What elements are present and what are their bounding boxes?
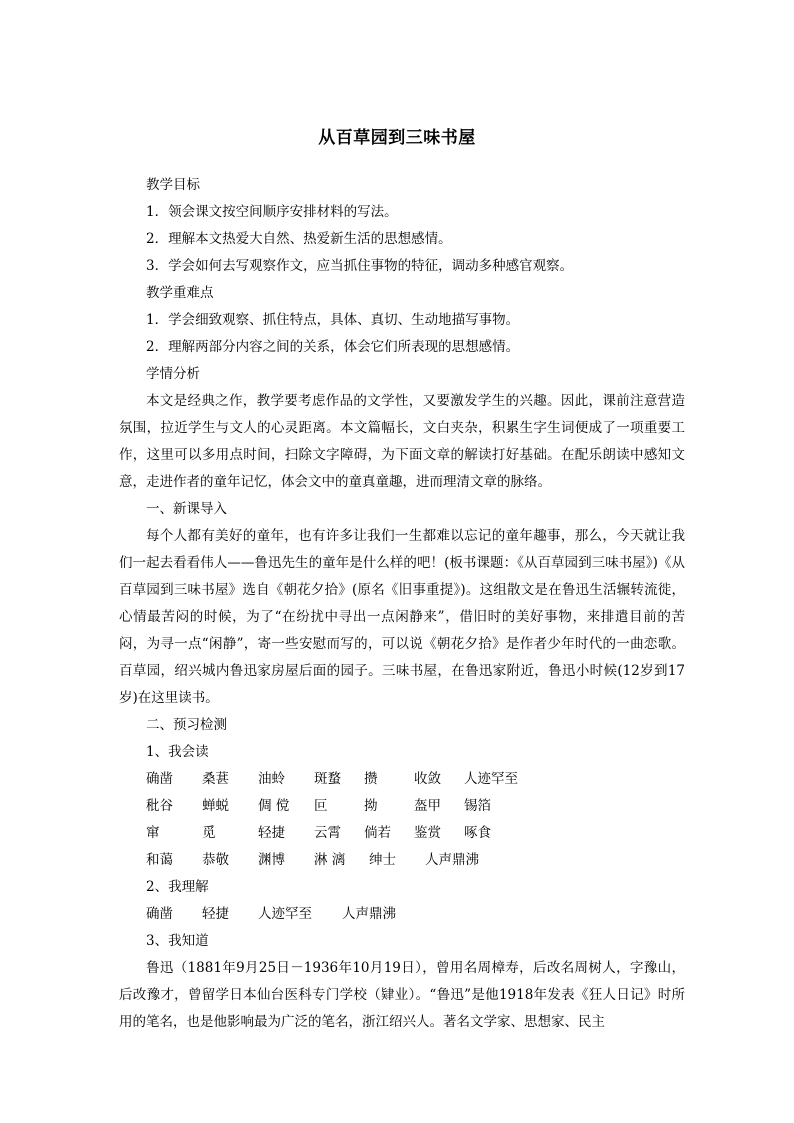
vocab-word: 盔甲 [414,798,441,814]
vocab-word: 恭敬 [202,852,229,868]
vocab-word: 斑蝥 [314,771,341,787]
document-body [119,172,685,1036]
vocab-word: 攒 [364,771,378,787]
intro-heading: 一、新课导入 [146,501,227,517]
vocab-row [119,793,685,820]
page-title: 从百草园到三味书屋 [318,128,476,148]
know-heading: 3、我知道 [146,933,209,949]
vocab-word: 人迹罕至 [464,771,518,787]
vocab-word: 叵 [314,798,328,814]
vocab-word: 渊博 [258,852,285,868]
vocab-word: 确凿 [146,906,173,922]
vocab-word: 绅士 [369,852,396,868]
vocab-word: 和蔼 [146,852,173,868]
intro-paragraph: 每个人都有美好的童年，也有许多让我们一生都难以忘记的童年趣事，那么，今天就让我们一起去看看伟人——鲁迅先生的童年是什么样的吧！(板书课题：《从百草园到三味书屋》)《从百草园到三味书屋》选自《朝花夕拾》(原名《旧事重提》)。这组散文是在鲁迅生活辗转流徙，心情最苦闷的时候，为了“在纷扰中寻出一点闲静来”，借旧时的美好事物，来排遣目前的苦闷，为寻一点“闲静”，寄一些安慰而写的，可以说《朝花夕拾》是作者少年时代的一曲恋歌。 百草园，绍兴城内鲁迅家房屋后面的园子。三味书屋，在鲁迅家附近，鲁迅小时候(12岁到17岁)在这里读书。 [119,528,685,706]
vocab-row [119,820,685,847]
vocab-word: 轻捷 [258,825,285,841]
vocab-word: 拗 [364,798,378,814]
goal-item: 3．学会如何去写观察作文，应当抓住事物的特征，调动多种感官观察。 [146,258,574,274]
vocab-word: 鉴赏 [414,825,441,841]
vocab-word: 云霄 [314,825,341,841]
vocab-row [119,901,685,928]
vocab-word: 人声鼎沸 [342,906,396,922]
know-paragraph: 鲁迅（1881年9月25日－1936年10月19日），曾用名周樟寿，后改名周树人，字豫山，后改豫才，曾留学日本仙台医科专门学校（肄业）。“鲁迅”是他1918年发表《狂人日记》时所用的笔名，也是他影响最为广泛的笔名，浙江绍兴人。著名文学家、思想家、民主 [119,960,685,1030]
vocab-word: 觅 [202,825,216,841]
vocab-word: 蝉蜕 [202,798,229,814]
preview-heading: 二、预习检测 [146,717,227,733]
vocab-word: 倘若 [364,825,391,841]
vocab-word: 窜 [146,825,160,841]
difficulty-item: 1．学会细致观察、抓住特点，具体、真切、生动地描写事物。 [146,312,520,328]
vocab-row [119,766,685,793]
goal-item: 2．理解本文热爱大自然、热爱新生活的思想感情。 [146,231,452,247]
understand-heading: 2、我理解 [146,879,209,895]
vocab-word: 桑葚 [202,771,229,787]
vocab-word: 收敛 [414,771,441,787]
vocab-word: 啄食 [464,825,491,841]
read-heading: 1、我会读 [146,744,209,760]
vocab-row [119,847,685,874]
vocab-word: 轻捷 [202,906,229,922]
goal-item: 1．领会课文按空间顺序安排材料的写法。 [146,204,398,220]
vocab-word: 确凿 [146,771,173,787]
vocab-word: 人声鼎沸 [425,852,479,868]
vocab-word: 秕谷 [146,798,173,814]
vocab-word: 倜 傥 [258,798,290,814]
analysis-paragraph: 本文是经典之作，教学要考虑作品的文学性，又要激发学生的兴趣。因此，课前注意营造氛围，拉近学生与文人的心灵距离。本文篇幅长，文白夹杂，积累生字生词便成了一项重要工作，这里可以多用点时间，扫除文字障碍，为下面文章的解读打好基础。在配乐朗读中感知文意，走进作者的童年记忆，体会文中的童真童趣，进而理清文章的脉络。 [119,393,685,490]
difficulty-item: 2．理解两部分内容之间的关系，体会它们所表现的思想感情。 [146,339,520,355]
vocab-word: 锡箔 [464,798,491,814]
analysis-heading: 学情分析 [146,366,200,382]
vocab-word: 人迹罕至 [258,906,312,922]
difficulty-heading: 教学重难点 [146,285,214,301]
vocab-word: 油蛉 [258,771,285,787]
goals-heading: 教学目标 [146,177,200,193]
vocab-word: 淋 漓 [314,852,346,868]
